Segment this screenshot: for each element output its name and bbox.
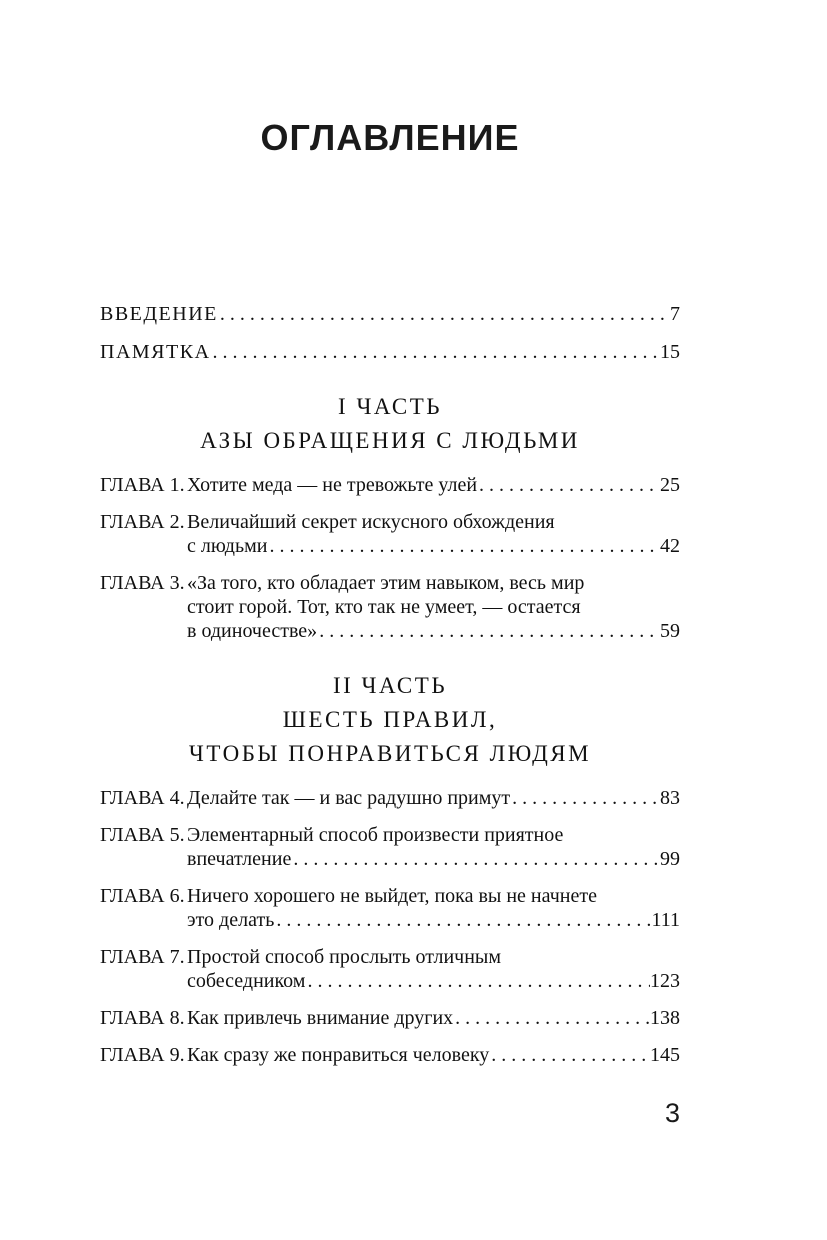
entry-line: [187, 847, 680, 871]
text-block: [100, 0, 680, 1067]
chapter-list: [100, 473, 680, 643]
chapter-label: ГЛАВА 6.: [100, 885, 185, 907]
toc-entry: [100, 510, 680, 558]
chapter-label: ГЛАВА 8.: [100, 1007, 185, 1029]
entry-body: [187, 473, 680, 497]
entry-text: впечатление: [187, 848, 292, 870]
toc-entry: [100, 823, 680, 871]
parts-list: [100, 390, 680, 1067]
part-section: [100, 390, 680, 643]
dot-leader: [276, 908, 651, 932]
toc-entry: [100, 473, 680, 497]
entry-text: стоит горой. Тот, кто так не умеет, — остается: [187, 596, 581, 618]
page-ref: 42: [660, 535, 680, 557]
entry-text: в одиночестве»: [187, 620, 318, 642]
entry-line: [187, 510, 680, 534]
entry-line: [187, 823, 680, 847]
entry-line: [187, 571, 680, 595]
entry-text: Как привлечь внимание других: [187, 1007, 454, 1029]
part-heading-line: ЧТОБЫ ПОНРАВИТЬСЯ ЛЮДЯМ: [188, 741, 592, 766]
page-ref: 145: [650, 1044, 680, 1066]
entry-text: с людьми: [187, 535, 268, 557]
entry-text: Делайте так — и вас радушно примут: [187, 787, 511, 809]
entry-line: [187, 969, 680, 993]
dot-leader: [512, 786, 660, 810]
page-ref: 111: [651, 909, 680, 931]
entry-body: [187, 823, 680, 871]
chapter-list: [100, 786, 680, 1067]
entry-text: Элементарный способ произвести приятное: [187, 824, 564, 846]
entry-line: [187, 595, 680, 619]
entry-line: [187, 473, 680, 497]
entry-text: Ничего хорошего не выйдет, пока вы не начнете: [187, 885, 597, 907]
entry-body: [187, 1006, 680, 1030]
dot-leader: [269, 534, 660, 558]
toc-entry: [100, 1006, 680, 1030]
dot-leader: [213, 340, 660, 364]
entry-line: [100, 340, 680, 364]
dot-leader: [319, 619, 660, 643]
part-section: [100, 669, 680, 1067]
entry-line: [187, 619, 680, 643]
toc-entry: [100, 786, 680, 810]
chapter-label: ГЛАВА 2.: [100, 511, 185, 533]
part-heading: [100, 669, 680, 771]
page-ref: 123: [650, 970, 680, 992]
entry-text: Хотите меда — не тревожьте улей: [187, 474, 478, 496]
page-ref: 15: [660, 341, 680, 363]
entry-text: собеседником: [187, 970, 306, 992]
page-ref: 25: [660, 474, 680, 496]
toc-entry: [100, 302, 680, 326]
page-ref: 83: [660, 787, 680, 809]
entry-body: [100, 340, 680, 364]
entry-line: [187, 786, 680, 810]
entry-text: это делать: [187, 909, 275, 931]
chapter-label: ГЛАВА 9.: [100, 1044, 185, 1066]
entry-body: [187, 1043, 680, 1067]
entry-text: Величайший секрет искусного обхождения: [187, 511, 555, 533]
dot-leader: [293, 847, 660, 871]
dot-leader: [479, 473, 660, 497]
dot-leader: [491, 1043, 650, 1067]
part-heading-line: II ЧАСТЬ: [332, 673, 448, 698]
entry-text: Как сразу же понравиться человеку: [187, 1044, 490, 1066]
entry-line: [187, 1006, 680, 1030]
entry-text: Простой способ прослыть отличным: [187, 946, 502, 968]
page-number: 3: [664, 1098, 680, 1128]
page-ref: 138: [650, 1007, 680, 1029]
part-heading: [100, 390, 680, 458]
dot-leader: [220, 302, 670, 326]
chapter-label: ГЛАВА 4.: [100, 787, 185, 809]
chapter-label: ГЛАВА 3.: [100, 572, 185, 594]
toc-entry: [100, 945, 680, 993]
entry-body: [187, 884, 680, 932]
page-ref: 99: [660, 848, 680, 870]
page-ref: 7: [670, 303, 680, 325]
part-heading-line: I ЧАСТЬ: [338, 394, 442, 419]
front-matter-entries: [100, 302, 680, 364]
page-ref: 59: [660, 620, 680, 642]
toc-entry: [100, 571, 680, 643]
toc-entry: [100, 1043, 680, 1067]
entry-text: «За того, кто обладает этим навыком, весь мир: [187, 572, 585, 594]
entry-line: [100, 302, 680, 326]
chapter-label: ГЛАВА 5.: [100, 824, 185, 846]
toc-entry: [100, 340, 680, 364]
entry-line: [187, 908, 680, 932]
entry-body: [187, 510, 680, 558]
entry-body: [100, 302, 680, 326]
dot-leader: [307, 969, 650, 993]
entry-body: [187, 945, 680, 993]
page-title: ОГЛАВЛЕНИЕ: [260, 117, 520, 158]
entry-text: ВВЕДЕНИЕ: [100, 303, 218, 325]
chapter-label: ГЛАВА 7.: [100, 946, 185, 968]
entry-body: [187, 571, 680, 643]
toc-entry: [100, 884, 680, 932]
dot-leader: [455, 1006, 650, 1030]
entry-text: ПАМЯТКА: [100, 341, 211, 363]
chapter-label: ГЛАВА 1.: [100, 474, 185, 496]
entry-body: [187, 786, 680, 810]
entry-line: [187, 534, 680, 558]
part-heading-line: АЗЫ ОБРАЩЕНИЯ С ЛЮДЬМИ: [200, 428, 580, 453]
entry-line: [187, 1043, 680, 1067]
part-heading-line: ШЕСТЬ ПРАВИЛ,: [282, 707, 498, 732]
entry-line: [187, 884, 680, 908]
entry-line: [187, 945, 680, 969]
